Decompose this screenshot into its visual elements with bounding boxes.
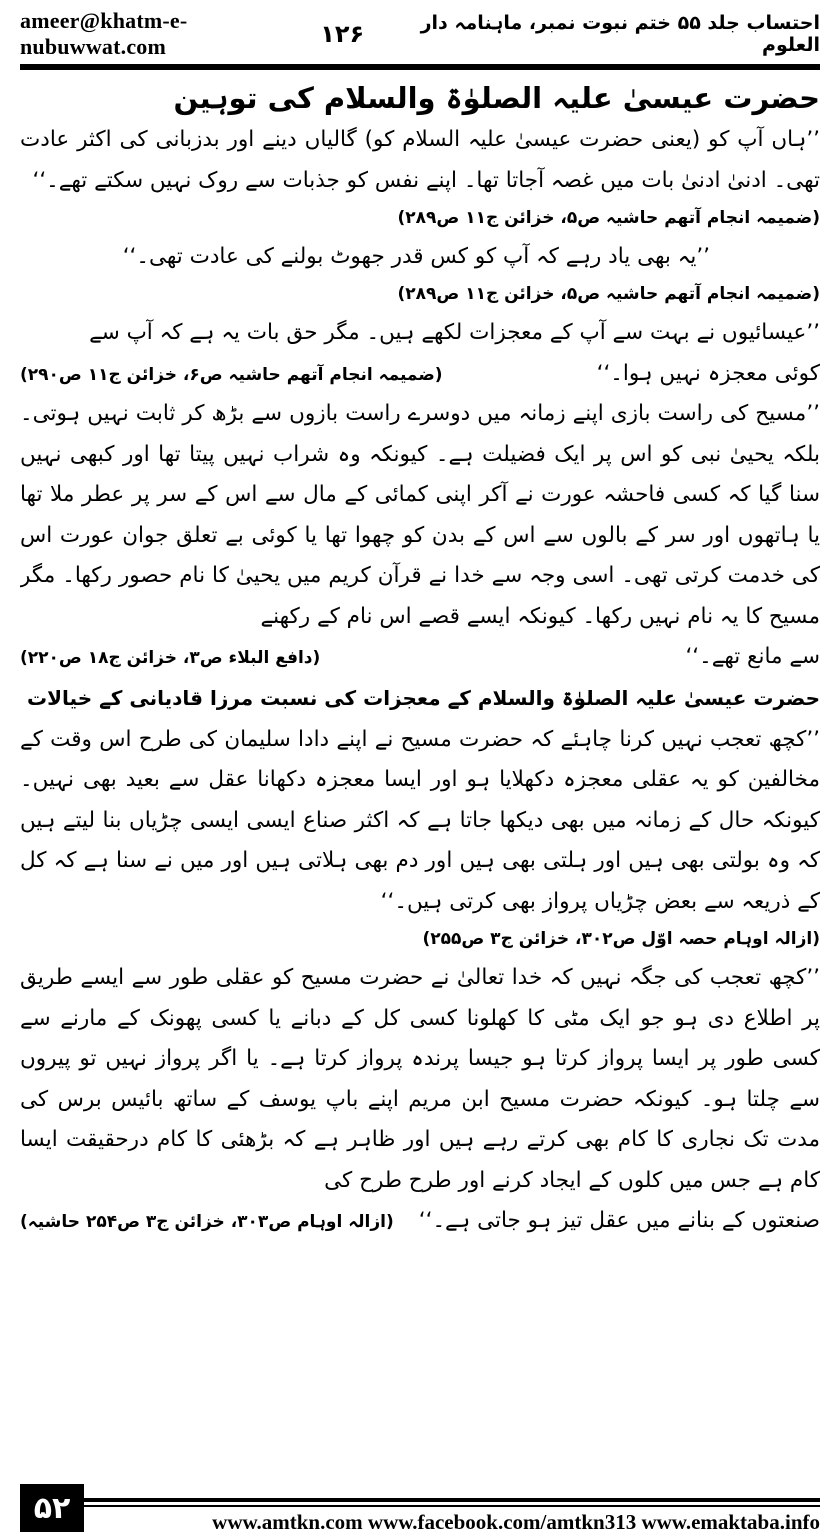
footer-rule	[84, 1498, 820, 1502]
paragraph-end-with-citation	[20, 637, 820, 678]
reference-citation: (ازالہ اوہام ص۳۰۳، خزائن ج۳ ص۲۵۴ حاشیہ)	[20, 1212, 394, 1232]
paragraph-end: سے مانع تھے۔‘‘	[685, 644, 820, 669]
quote-paragraph: ’’ہاں آپ کو (یعنی حضرت عیسیٰ علیہ السلام کو) گالیاں دینے اور بدزبانی کی اکثر عادت تھی۔ ادنیٰ ادنیٰ بات میں غصہ آجاتا تھا۔ اپنے نفس کو جذبات سے روک نہیں سکتے تھے۔‘‘	[20, 127, 820, 193]
reference-citation: (دافع البلاء ص۳، خزائن ج۱۸ ص۲۲۰)	[20, 648, 321, 668]
paragraph-end: صنعتوں کے بنانے میں عقل تیز ہو جاتی ہے۔‘‘	[418, 1208, 820, 1233]
header-page-number: ۱۲۶	[320, 20, 365, 48]
reference-citation: (ازالہ اوہام حصہ اوّل ص۳۰۲، خزائن ج۳ ص۲۵۵)	[422, 929, 820, 949]
page-content	[20, 78, 820, 1458]
footer-links: www.amtkn.com www.facebook.com/amtkn313 www.emaktaba.info	[212, 1510, 820, 1534]
section-heading: حضرت عیسیٰ علیہ الصلوٰۃ والسلام کے معجزات کی نسبت مرزا قادیانی کے خیالات	[27, 685, 820, 710]
quote-paragraph: ’’کچھ تعجب کی جگہ نہیں کہ خدا تعالیٰ نے حضرت مسیح کو عقلی طور سے ایسے طریق پر اطلاع دی ہو جو ایک مٹی کا کھلونا کسی کل کے دبانے یا کسی پھونک کے مارنے سے کسی طور پر ایسا پرواز کرتا ہو جیسا پرندہ پرواز کرتا ہے۔ یا اگر پرواز نہیں تو پیروں سے چلتا ہو۔ کیونکہ حضرت مسیح ابن مریم اپنے باپ یوسف کے ساتھ بائیس برس کی مدت تک نجاری کا کام بھی کرتے رہے ہیں اور ظاہر ہے کہ بڑھئی کا کام درحقیقت ایسا کام ہے جس میں کلوں کے ایجاد کرنے اور طرح طرح کی	[20, 965, 820, 1193]
paragraph-end-with-citation	[20, 354, 820, 395]
quote-line: ’’یہ بھی یاد رہے کہ آپ کو کس قدر جھوٹ بولنے کی عادت تھی۔‘‘	[122, 244, 710, 269]
page-footer	[0, 1478, 840, 1540]
header-right	[320, 12, 820, 56]
quote-paragraph: ’’کچھ تعجب نہیں کرنا چاہئے کہ حضرت مسیح نے اپنے دادا سلیمان کی طرح اس وقت کے مخالفین کو یہ عقلی معجزہ دکھلایا ہو اور ایسا معجزہ دکھانا عقل سے بعید بھی نہیں۔ کیونکہ حال کے زمانہ میں بھی دیکھا جاتا ہے کہ اکثر صناع ایسی ایسی چڑیاں بنا لیتے ہیں کہ وہ بولتی بھی ہیں اور ہلتی بھی ہیں اور دم بھی ہلاتی ہیں اور میں نے سنا ہے کہ کل کے ذریعہ سے بعض چڑیاں پرواز بھی کرتی ہیں۔‘‘	[20, 726, 820, 914]
footer-page-number: ۵۲	[20, 1484, 84, 1532]
paragraph-end-with-citation	[20, 1201, 820, 1242]
header-title: احتساب جلد ۵۵ ختم نبوت نمبر، ماہنامہ دار العلوم	[420, 12, 820, 56]
page-header	[20, 8, 820, 59]
reference-citation: (ضمیمہ انجام آتھم حاشیہ ص۵، خزائن ج۱۱ ص۲۸۹)	[397, 208, 820, 228]
quote-paragraph: ’’مسیح کی راست بازی اپنے زمانہ میں دوسرے راست بازوں سے بڑھ کر ثابت نہیں ہوتی۔ بلکہ یحییٰ نبی کو اس پر ایک فضیلت ہے۔ کیونکہ وہ شراب نہیں پیتا تھا اور کبھی نہیں سنا گیا کہ کسی فاحشہ عورت نے آکر اپنی کمائی کے مال سے اس کے سر پر عطر ملا تھا یا ہاتھوں اور سر کے بالوں سے اس کے بدن کو چھوا تھا یا کوئی بے تعلق جوان عورت اس کی خدمت کرتی تھی۔ اسی وجہ سے خدا نے قرآن کریم میں یحییٰ کا نام حصور رکھا۔ مگر مسیح کا یہ نام نہیں رکھا۔ کیونکہ ایسے قصے اس نام کے رکھنے	[20, 401, 820, 629]
reference-citation: (ضمیمہ انجام آتھم حاشیہ ص۶، خزائن ج۱۱ ص۲۹۰)	[20, 364, 443, 385]
quote-paragraph: ’’عیسائیوں نے بہت سے آپ کے معجزات لکھے ہیں۔ مگر حق بات یہ ہے کہ آپ سے	[89, 320, 820, 345]
paragraph-end: کوئی معجزہ نہیں ہوا۔‘‘	[596, 360, 820, 386]
header-rule	[20, 64, 820, 70]
section-heading: حضرت عیسیٰ علیہ الصلوٰۃ والسلام کی توہین	[173, 81, 820, 115]
reference-citation: (ضمیمہ انجام آتھم حاشیہ ص۵، خزائن ج۱۱ ص۲۸۹)	[397, 284, 820, 304]
header-email: ameer@khatm-e-nubuwwat.com	[20, 8, 188, 59]
